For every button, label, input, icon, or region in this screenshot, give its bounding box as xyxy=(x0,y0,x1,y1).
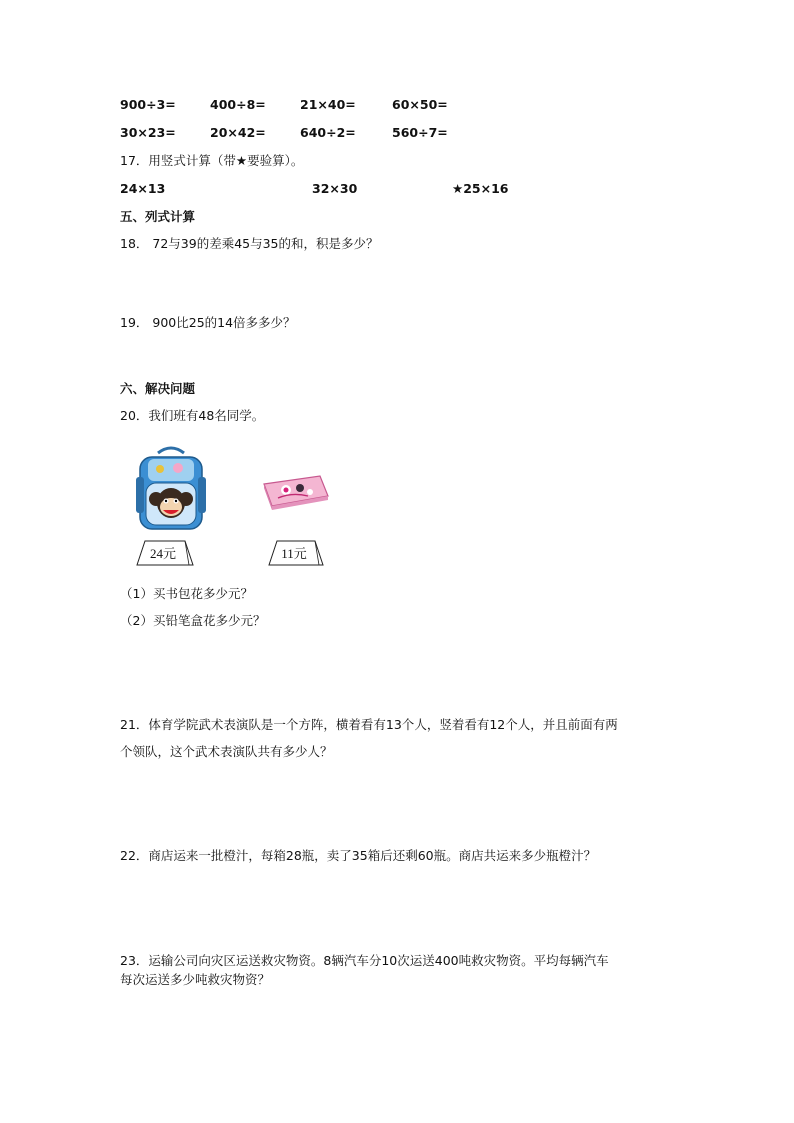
price-backpack-label: 24元 xyxy=(149,546,177,561)
vertical-calc-item: 32×30 xyxy=(312,181,358,196)
calc-item: 30×23= xyxy=(120,125,176,140)
section-heading-6: 六、解决问题 xyxy=(120,381,196,396)
price-tag-pencil-box xyxy=(267,540,325,566)
calc-item: 21×40= xyxy=(300,97,356,112)
question-21-line-1: 21．体育学院武术表演队是一个方阵，横着看有13个人，竖着看有12个人，并且前面有两 xyxy=(120,717,618,732)
pencil-box-image xyxy=(258,474,330,512)
price-pencil-box-label: 11元 xyxy=(281,546,307,561)
question-23-line-2: 每次运送多少吨救灾物资？ xyxy=(120,972,271,987)
section-heading-5: 五、列式计算 xyxy=(120,209,196,224)
question-20-sub-2: （2）买铅笔盒花多少元？ xyxy=(120,613,266,628)
calc-item: 400÷8= xyxy=(210,97,266,112)
calc-item: 60×50= xyxy=(392,97,448,112)
calc-item: 20×42= xyxy=(210,125,266,140)
question-21-line-2: 个领队，这个武术表演队共有多少人？ xyxy=(120,744,333,759)
question-20-sub-1: （1）买书包花多少元？ xyxy=(120,586,253,601)
backpack-image xyxy=(134,443,208,531)
question-19: 19． 900比25的14倍多多少？ xyxy=(120,315,296,330)
calc-item: 900÷3= xyxy=(120,97,176,112)
question-17-title: 17．用竖式计算（带★要验算）。 xyxy=(120,153,304,168)
vertical-calc-item: 24×13 xyxy=(120,181,166,196)
question-20-title: 20．我们班有48名同学。 xyxy=(120,408,265,423)
price-tag-backpack xyxy=(135,540,195,566)
question-22: 22．商店运来一批橙汁，每箱28瓶，卖了35箱后还剩60瓶。商店共运来多少瓶橙汁？ xyxy=(120,848,597,863)
question-18: 18． 72与39的差乘45与35的和，积是多少？ xyxy=(120,236,379,251)
calc-item: 640÷2= xyxy=(300,125,356,140)
vertical-calc-item: ★25×16 xyxy=(452,181,509,196)
calc-item: 560÷7= xyxy=(392,125,448,140)
question-23-line-1: 23．运输公司向灾区运送救灾物资。8辆汽车分10次运送400吨救灾物资。平均每辆汽车 xyxy=(120,953,609,968)
